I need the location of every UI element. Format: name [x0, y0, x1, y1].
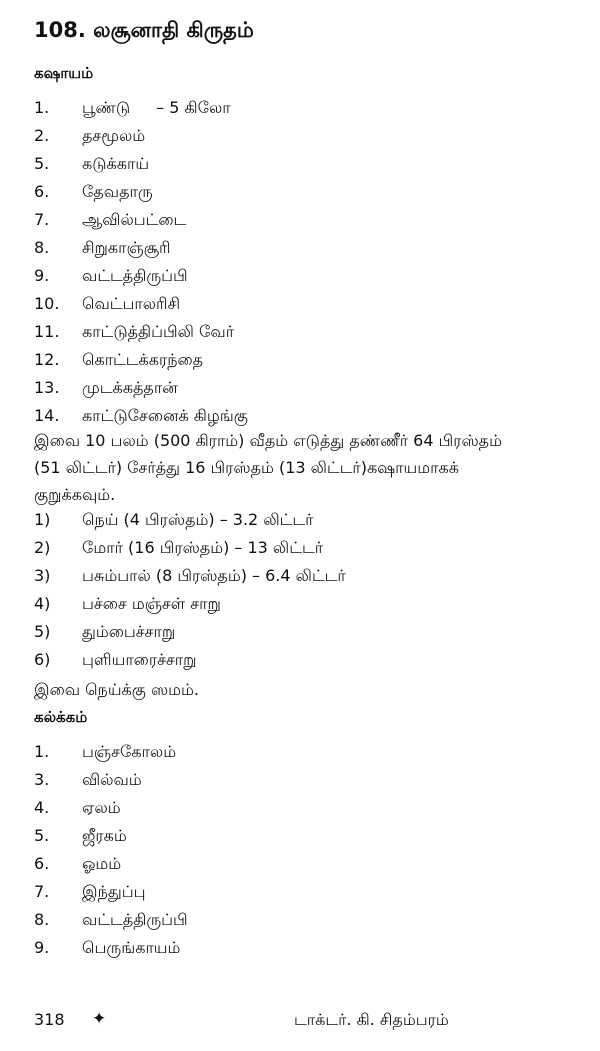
- item-number: 8.: [34, 238, 50, 257]
- item-number: 1): [34, 510, 51, 529]
- list-item: [34, 234, 248, 262]
- item-number: 3.: [34, 770, 50, 789]
- item-number: 9.: [34, 938, 50, 957]
- item-quantity: – 5 கிலோ: [156, 98, 231, 117]
- item-text: ஏலம்: [82, 798, 121, 817]
- list-item: [34, 878, 188, 906]
- kalkam-heading: கல்க்கம்: [34, 708, 88, 726]
- list-item: [34, 374, 248, 402]
- item-text: தேவதாரு: [82, 182, 153, 201]
- item-text: ஓமம்: [82, 854, 122, 873]
- item-number: 6.: [34, 854, 50, 873]
- kashayam-heading: கஷாயம்: [34, 64, 94, 82]
- item-text: பூண்டு: [82, 98, 131, 117]
- item-text: பெருங்காயம்: [82, 938, 181, 957]
- list-item: [34, 346, 248, 374]
- list-item: [34, 262, 248, 290]
- item-text: கொட்டக்கரந்தை: [82, 350, 204, 369]
- item-text: புளியாரைச்சாறு: [82, 650, 197, 669]
- item-number: 5): [34, 622, 51, 641]
- item-text: ஆவில்பட்டை: [82, 210, 187, 229]
- ornament-icon: ✦: [92, 1009, 107, 1029]
- list-item: [34, 906, 188, 934]
- equal-quantity-note: [34, 676, 582, 703]
- item-number: 6.: [34, 182, 50, 201]
- item-text: காட்டுத்திப்பிலி வேர்: [82, 322, 235, 341]
- item-number: 8.: [34, 910, 50, 929]
- list-item: [34, 290, 248, 318]
- item-number: 4): [34, 594, 51, 613]
- item-text: வட்டத்திருப்பி: [82, 266, 188, 285]
- liquid-ingredient-list: [34, 506, 346, 674]
- item-text: வில்வம்: [82, 770, 142, 789]
- list-item: [34, 822, 188, 850]
- item-number: 13.: [34, 378, 60, 397]
- item-number: 7.: [34, 882, 50, 901]
- item-number: 1.: [34, 742, 50, 761]
- list-item: [34, 122, 248, 150]
- item-text: பஞ்சகோலம்: [82, 742, 177, 761]
- page-number: 318: [34, 1010, 65, 1029]
- item-number: 1.: [34, 98, 50, 117]
- list-item: [34, 766, 188, 794]
- list-item: [34, 94, 248, 122]
- item-text: பச்சை மஞ்சள் சாறு: [82, 594, 221, 613]
- paragraph-line: குறுக்கவும்.: [34, 485, 116, 504]
- list-item: [34, 318, 248, 346]
- list-item: [34, 618, 346, 646]
- recipe-title: 108. லசூனாதி கிருதம்: [34, 18, 254, 42]
- item-number: 3): [34, 566, 51, 585]
- item-number: 4.: [34, 798, 50, 817]
- item-text: மோர் (16 பிரஸ்தம்) – 13 லிட்டர்: [82, 538, 324, 557]
- item-text: முடக்கத்தான்: [82, 378, 178, 397]
- item-text: தசமூலம்: [82, 126, 146, 145]
- list-item: [34, 206, 248, 234]
- author-name: டாக்டர். கி. சிதம்பரம்: [294, 1010, 449, 1029]
- preparation-paragraph: [34, 427, 582, 508]
- list-item: [34, 534, 346, 562]
- item-text: வெட்பாலரிசி: [82, 294, 181, 313]
- item-text: தும்பைச்சாறு: [82, 622, 176, 641]
- list-item: [34, 150, 248, 178]
- paragraph-line: இவை 10 பலம் (500 கிராம்) வீதம் எடுத்து தண்ணீர் 64 பிரஸ்தம்: [34, 431, 502, 450]
- item-text: நெய் (4 பிரஸ்தம்) – 3.2 லிட்டர்: [82, 510, 314, 529]
- list-item: [34, 562, 346, 590]
- item-text: காட்டுசேனைக் கிழங்கு: [82, 406, 248, 425]
- paragraph-line: இவை நெய்க்கு ஸமம்.: [34, 680, 200, 699]
- item-text: ஜீரகம்: [82, 826, 127, 845]
- list-item: [34, 794, 188, 822]
- list-item: [34, 506, 346, 534]
- item-number: 7.: [34, 210, 50, 229]
- item-number: 5.: [34, 826, 50, 845]
- list-item: [34, 402, 248, 430]
- item-number: 5.: [34, 154, 50, 173]
- list-item: [34, 590, 346, 618]
- item-number: 9.: [34, 266, 50, 285]
- item-text: பசும்பால் (8 பிரஸ்தம்) – 6.4 லிட்டர்: [82, 566, 346, 585]
- item-number: 2): [34, 538, 51, 557]
- item-number: 14.: [34, 406, 60, 425]
- item-number: 6): [34, 650, 51, 669]
- item-text: கடுக்காய்: [82, 154, 150, 173]
- page-footer: [34, 1010, 574, 1034]
- list-item: [34, 738, 188, 766]
- item-text: சிறுகாஞ்சூரி: [82, 238, 171, 257]
- item-number: 12.: [34, 350, 60, 369]
- list-item: [34, 646, 346, 674]
- list-item: [34, 934, 188, 962]
- paragraph-line: (51 லிட்டர்) சேர்த்து 16 பிரஸ்தம் (13 லிட்டர்)கஷாயமாகக்: [34, 458, 459, 477]
- item-text: இந்துப்பு: [82, 882, 146, 901]
- item-number: 10.: [34, 294, 60, 313]
- item-text: வட்டத்திருப்பி: [82, 910, 188, 929]
- kalkam-ingredient-list: [34, 738, 188, 962]
- item-number: 11.: [34, 322, 60, 341]
- list-item: [34, 178, 248, 206]
- item-number: 2.: [34, 126, 50, 145]
- kashayam-ingredient-list: [34, 94, 248, 430]
- list-item: [34, 850, 188, 878]
